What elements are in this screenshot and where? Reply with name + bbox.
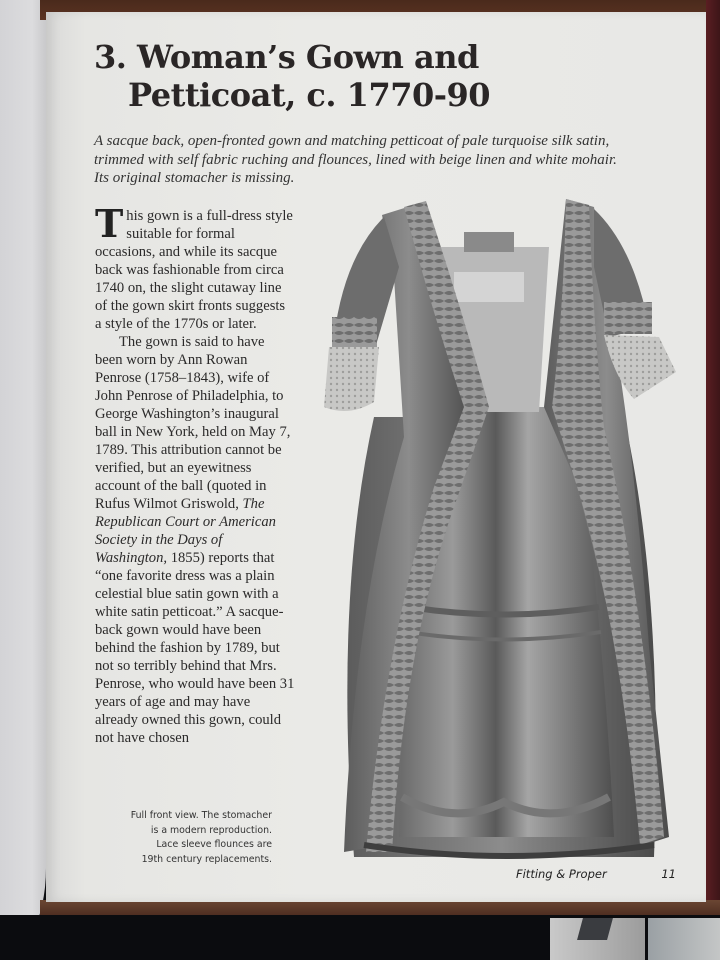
paragraph-2-text-a: The gown is said to have been worn by Ann Rowan Penrose (1758–1843), wife of John Penrose of Philadelphia, to George Washington’s inaugural ball in New York, held on May 7, 1789. This attribution cannot be verified, but an eyewitness account of the ball (quoted in Rufus Wilmot Griswold, — [95, 334, 291, 512]
book-citation-title: The Republican Court or American Society in the Days of Washington, — [95, 496, 276, 566]
page-title — [94, 38, 654, 114]
facing-page-edge — [0, 0, 46, 960]
subtitle-description: A sacque back, open-fronted gown and matching petticoat of pale turquoise silk satin, trimmed with self fabric ruching and flounces, lined with beige linen and white mohair. Its original stomacher is missing. — [94, 133, 617, 186]
photo-caption — [110, 809, 272, 867]
running-footer-title: Fitting & Proper — [516, 867, 607, 881]
page-footer — [516, 867, 676, 881]
background-object — [577, 918, 613, 940]
background-floor-right — [648, 918, 720, 960]
book-cover-right-edge — [706, 0, 720, 915]
gown-photograph — [304, 177, 676, 865]
title-line-1: 3. Woman’s Gown and — [94, 38, 479, 76]
caption-line: 19th century replacements. — [141, 853, 272, 865]
book-page — [46, 12, 706, 902]
paragraph-1 — [95, 201, 295, 333]
book-cover-bottom-edge — [40, 900, 720, 916]
title-line-2: Petticoat, c. 1770-90 — [128, 76, 491, 114]
paragraph-2 — [95, 333, 295, 747]
drop-cap: T — [95, 201, 124, 246]
gown-image-icon — [304, 177, 676, 865]
paragraph-2-text-b: 1855) reports that “one favorite dress was a plain celestial blue satin gown with a white satin petticoat.” A sacque-back gown would have been behind the fashion by 1789, but not so terribly behind that Mrs. Penrose, who would have been 31 years of age and may have already owned this gown, could not have chosen — [95, 550, 295, 746]
caption-line: Full front view. The stomacher — [130, 810, 272, 821]
paragraph-1-text: his gown is a full-dress style suitable for formal occasions, and while its sacque back was fashionable from circa 1740 on, the slight cutaway line of the gown skirt fronts suggests a style of the 1770s or later. — [95, 208, 293, 332]
body-text-column — [95, 201, 295, 747]
page-number: 11 — [661, 867, 676, 881]
caption-line: is a modern reproduction. — [150, 824, 272, 836]
caption-line: Lace sleeve flounces are — [156, 839, 272, 850]
